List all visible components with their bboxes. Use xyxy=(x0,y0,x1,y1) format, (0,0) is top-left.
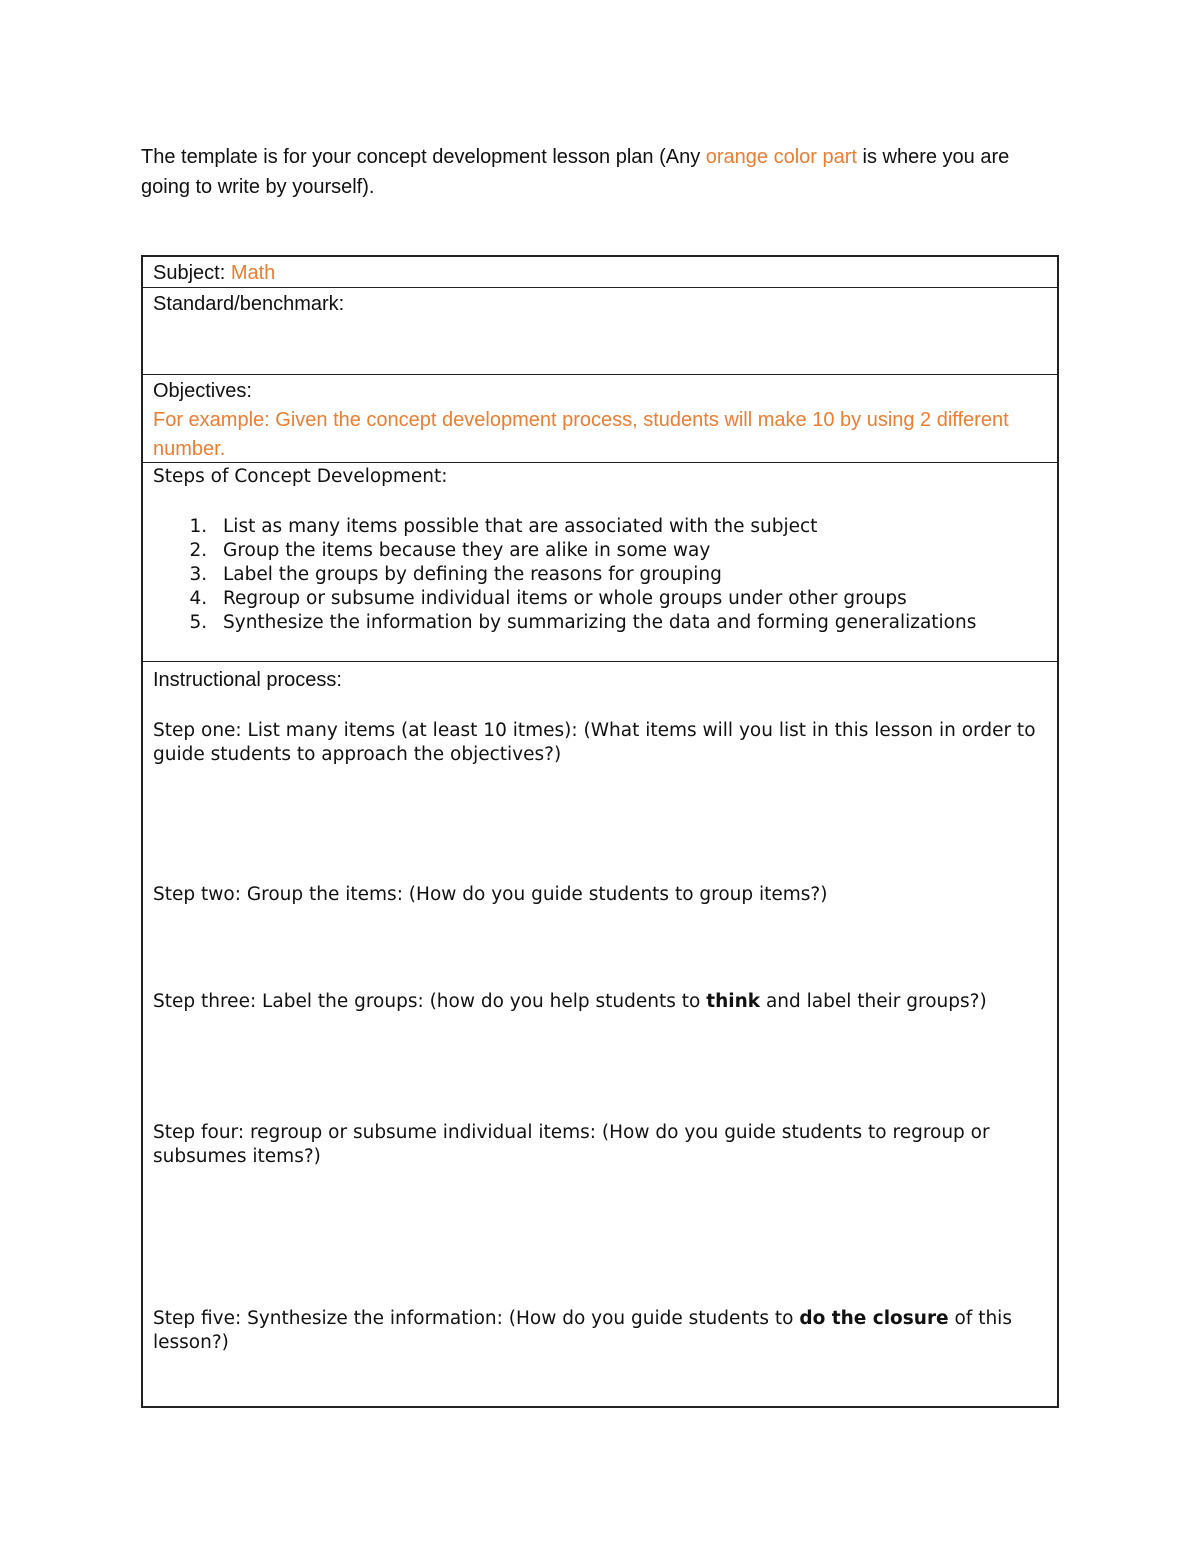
step-three-text-start: Step three: Label the groups: (how do you help students to xyxy=(153,991,707,1012)
standard-row[interactable] xyxy=(143,288,1057,375)
intro-orange-highlight: orange color part xyxy=(705,146,857,168)
step-five-text-end: of this lesson?) xyxy=(153,1308,1012,1353)
objectives-label: Objectives: xyxy=(153,380,252,402)
standard-label: Standard/benchmark: xyxy=(153,293,345,315)
list-item: 3. Label the groups by defining the reasons for grouping xyxy=(213,563,1047,587)
lesson-plan-table xyxy=(141,255,1059,1408)
objectives-example[interactable]: For example: Given the concept development process, students will make 10 by using 2 different number. xyxy=(153,409,1009,460)
step-five-bold: do the closure xyxy=(799,1308,949,1329)
steps-list xyxy=(153,515,1047,635)
objectives-row xyxy=(143,375,1057,463)
subject-value[interactable]: Math xyxy=(230,262,276,284)
list-item: 4. Regroup or subsume individual items or whole groups under other groups xyxy=(213,587,1047,611)
list-item: 1. List as many items possible that are associated with the subject xyxy=(213,515,1047,539)
step-five-prompt xyxy=(153,1307,1047,1355)
step-three-bold: think xyxy=(706,991,761,1012)
step-two-prompt: Step two: Group the items: (How do you guide students to group items?) xyxy=(153,884,828,905)
step-one-prompt: Step one: List many items (at least 10 itmes): (What items will you list in this lesson in order to guide students to approach the objectives?) xyxy=(153,720,1036,765)
subject-row xyxy=(143,257,1057,288)
subject-label: Subject: xyxy=(153,262,231,284)
step-three-text-end: and label their groups?) xyxy=(760,991,987,1012)
intro-paragraph xyxy=(141,142,1061,202)
intro-text-start: The template is for your concept development lesson plan (Any xyxy=(141,146,706,168)
steps-row xyxy=(143,463,1057,662)
step-four-prompt: Step four: regroup or subsume individual items: (How do you guide students to regroup or subsumes items?) xyxy=(153,1122,990,1167)
step-five-text-start: Step five: Synthesize the information: (How do you guide students to xyxy=(153,1308,800,1329)
intro-text-end: is where you are going to write by yourself). xyxy=(141,146,1010,198)
step-three-prompt xyxy=(153,990,1047,1121)
instructional-label: Instructional process: xyxy=(153,669,342,691)
instructional-row[interactable] xyxy=(143,662,1057,1406)
list-item: 5. Synthesize the information by summarizing the data and forming generalizations xyxy=(213,611,1047,635)
steps-heading: Steps of Concept Development: xyxy=(153,466,448,487)
list-item: 2. Group the items because they are alike in some way xyxy=(213,539,1047,563)
